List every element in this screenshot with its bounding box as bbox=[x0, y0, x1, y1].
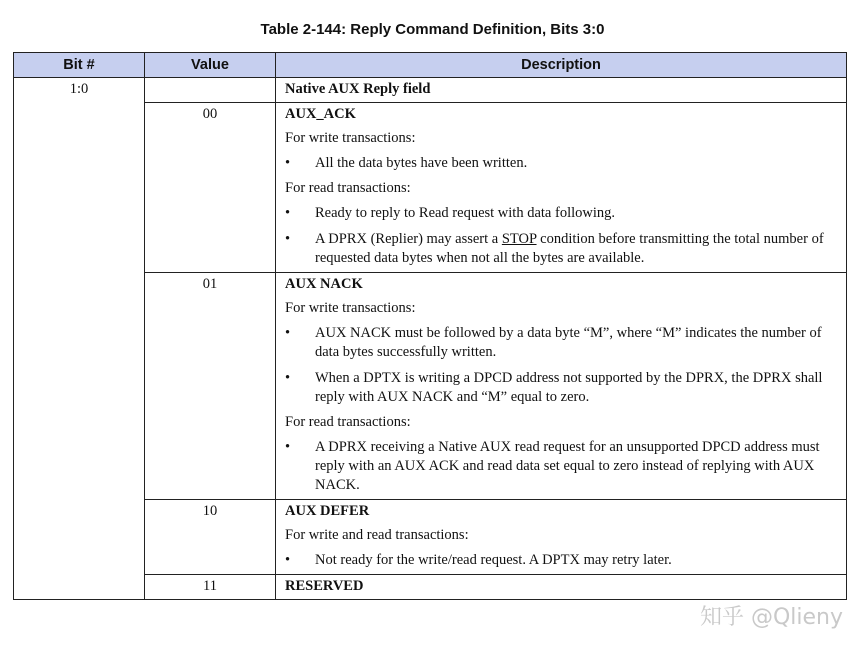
bullet-item: • A DPRX receiving a Native AUX read request for an unsupported DPCD address must reply with an AUX ACK and read data set equal to zero instead of replying with AUX NACK. bbox=[285, 439, 820, 493]
header-value: Value bbox=[145, 53, 276, 78]
paragraph: For read transactions: bbox=[285, 180, 411, 196]
value-cell: 10 bbox=[145, 500, 276, 575]
paragraph: For write transactions: bbox=[285, 130, 416, 146]
bullet-icon: • bbox=[285, 205, 291, 221]
reply-title: AUX_ACK bbox=[285, 106, 356, 122]
bullet-icon: • bbox=[285, 552, 291, 568]
bullet-item: • All the data bytes have been written. bbox=[285, 155, 528, 171]
description-cell bbox=[276, 103, 847, 273]
bullet-item: • Not ready for the write/read request. A DPTX may retry later. bbox=[285, 552, 672, 568]
value-cell: 11 bbox=[145, 575, 276, 600]
bullet-icon: • bbox=[285, 155, 291, 171]
bullet-item: • A DPRX (Replier) may assert a STOP condition before transmitting the total number of requested data bytes when not all the bytes are available. bbox=[285, 231, 824, 266]
bullet-icon: • bbox=[285, 370, 291, 386]
table-row bbox=[14, 78, 847, 103]
reply-title: AUX DEFER bbox=[285, 503, 370, 519]
reply-title: AUX NACK bbox=[285, 276, 363, 292]
table-caption: Table 2-144: Reply Command Definition, Bits 3:0 bbox=[260, 21, 605, 38]
bullet-item: • Ready to reply to Read request with data following. bbox=[285, 205, 615, 221]
header-bit: Bit # bbox=[14, 53, 145, 78]
table-header-row bbox=[14, 53, 847, 78]
value-cell: 00 bbox=[145, 103, 276, 273]
value-cell bbox=[145, 78, 276, 103]
reply-command-table bbox=[13, 52, 847, 600]
bullet-icon: • bbox=[285, 325, 291, 341]
field-title: Native AUX Reply field bbox=[285, 81, 431, 97]
paragraph: For write and read transactions: bbox=[285, 527, 469, 543]
reply-title: RESERVED bbox=[285, 578, 364, 594]
description-cell bbox=[276, 273, 847, 500]
paragraph: For read transactions: bbox=[285, 414, 411, 430]
bullet-icon: • bbox=[285, 439, 291, 455]
paragraph: For write transactions: bbox=[285, 300, 416, 316]
watermark: 知乎 @Qlieny bbox=[699, 605, 843, 630]
stop-link[interactable]: STOP bbox=[501, 231, 537, 247]
header-description: Description bbox=[276, 53, 847, 78]
description-cell bbox=[276, 575, 847, 600]
bullet-item: • When a DPTX is writing a DPCD address not supported by the DPRX, the DPRX shall reply with AUX NACK and “M” equal to zero. bbox=[285, 370, 823, 405]
bullet-item: • AUX NACK must be followed by a data byte “M”, where “M” indicates the number of data bytes successfully written. bbox=[285, 325, 822, 360]
bullet-icon: • bbox=[285, 231, 291, 247]
bit-cell: 1:0 bbox=[14, 78, 145, 600]
description-cell bbox=[276, 500, 847, 575]
value-cell: 01 bbox=[145, 273, 276, 500]
description-cell bbox=[276, 78, 847, 103]
